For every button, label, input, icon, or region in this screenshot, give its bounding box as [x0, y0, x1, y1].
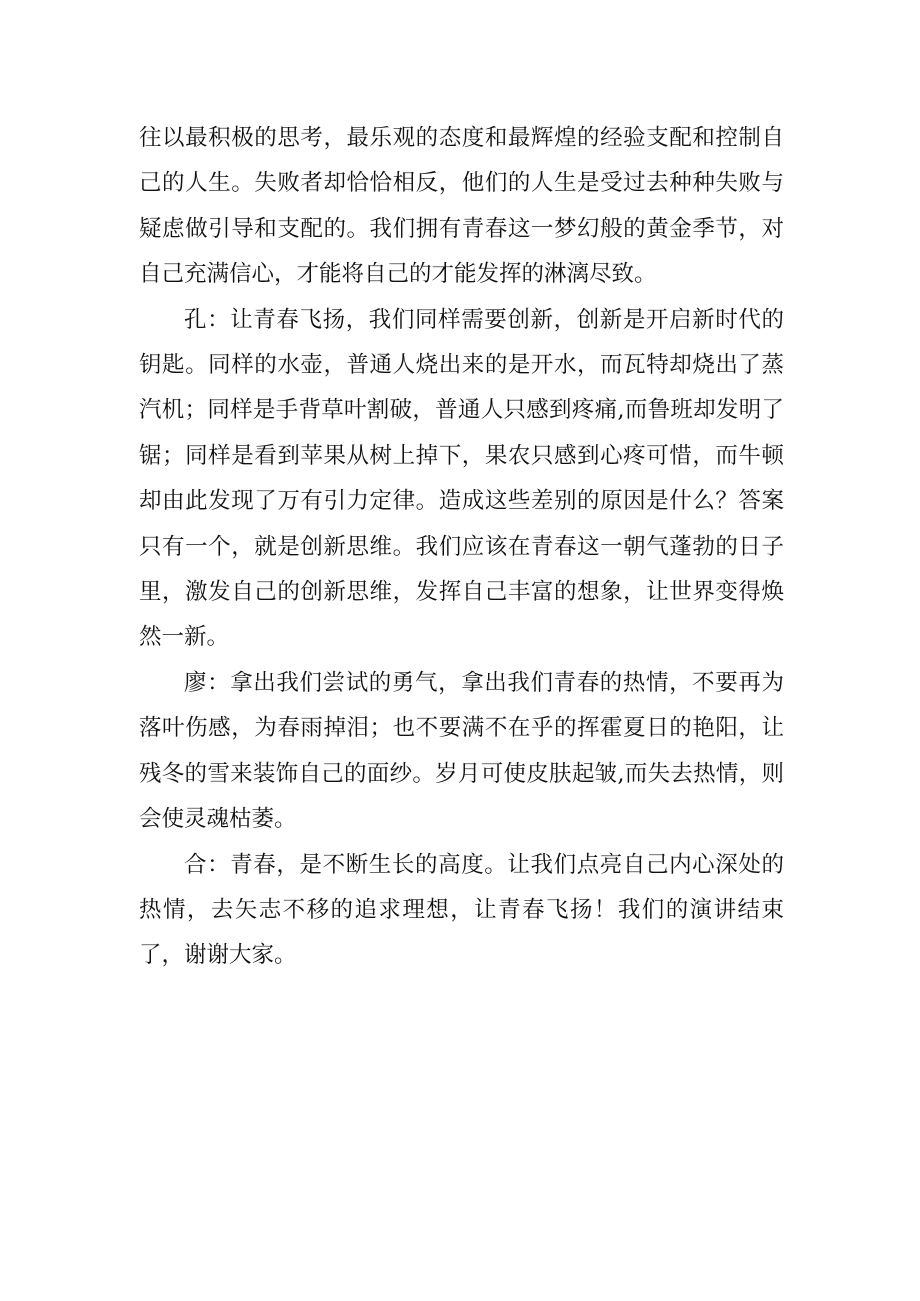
paragraph-kong: 孔：让青春飞扬，我们同样需要创新，创新是开启新时代的钥匙。同样的水壶，普通人烧出来的是开水，而瓦特却烧出了蒸汽机；同样是手背草叶割破，普通人只感到疼痛,而鲁班却发明了锯；同样是看到苹果从树上掉下，果农只感到心疼可惜，而牛顿却由此发现了万有引力定律。造成这些差别的原因是什么？答案只有一个，就是创新思维。我们应该在青春这一朝气蓬勃的日子里，激发自己的创新思维，发挥自己丰富的想象，让世界变得焕然一新。: [139, 306, 784, 651]
body-text: [139, 116, 784, 979]
paragraph-together: 合：青春，是不断生长的高度。让我们点亮自己内心深处的热情，去矢志不移的追求理想，让青春飞扬！我们的演讲结束了，谢谢大家。: [139, 851, 784, 969]
paragraph-continuation: 往以最积极的思考，最乐观的态度和最辉煌的经验支配和控制自己的人生。失败者却恰恰相反，他们的人生是受过去种种失败与疑虑做引导和支配的。我们拥有青春这一梦幻般的黄金季节，对自己充满信心，才能将自己的才能发挥的淋漓尽致。: [139, 125, 784, 288]
paragraph-liao: 廖：拿出我们尝试的勇气，拿出我们青春的热情，不要再为落叶伤感，为春雨掉泪；也不要满不在乎的挥霍夏日的艳阳，让残冬的雪来装饰自己的面纱。岁月可使皮肤起皱,而失去热情，则会使灵魂枯萎。: [139, 669, 784, 833]
